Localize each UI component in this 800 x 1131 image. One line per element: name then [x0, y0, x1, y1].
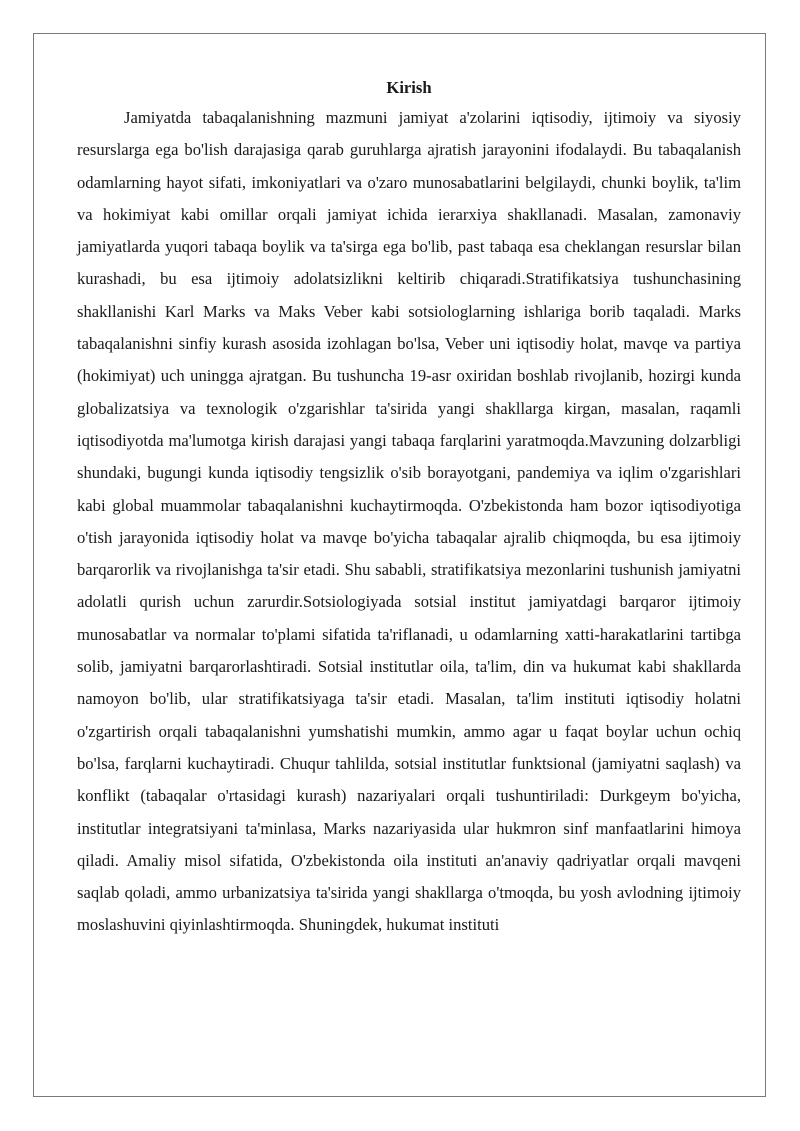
document-body: [77, 74, 741, 942]
body-paragraph: Jamiyatda tabaqalanishning mazmuni jamiyat a'zolarini iqtisodiy, ijtimoiy va siyosiy resurslarga ega bo'lish darajasiga qarab guruhlarga ajratish jarayonini ifodalaydi. Bu tabaqalanish odamlarning hayot sifati, imkoniyatlari va o'zaro munosabatlarini belgilaydi, chunki boylik, ta'lim va hokimiyat kabi omillar orqali jamiyat ichida ierarxiya shakllanadi. Masalan, zamonaviy jamiyatlarda yuqori tabaqa boylik va ta'sirga ega bo'lib, past tabaqa esa cheklangan resurslar bilan kurashadi, bu esa ijtimoiy adolatsizlikni keltirib chiqaradi.Stratifikatsiya tushunchasining shakllanishi Karl Marks va Maks Veber kabi sotsiologlarning ishlariga borib taqaladi. Marks tabaqalanishni sinfiy kurash asosida izohlagan bo'lsa, Veber uni iqtisodiy holat, mavqe va partiya (hokimiyat) uch uningga ajratgan. Bu tushuncha 19-asr oxiridan boshlab rivojlanib, hozirgi kunda globalizatsiya va texnologik o'zgarishlar ta'sirida yangi shakllarga kirgan, masalan, raqamli iqtisodiyotda ma'lumotga kirish darajasi yangi tabaqa farqlarini yaratmoqda.Mavzuning dolzarbligi shundaki, bugungi kunda iqtisodiy tengsizlik o'sib borayotgani, pandemiya va iqlim o'zgarishlari kabi global muammolar tabaqalanishni kuchaytirmoqda. O'zbekistonda ham bozor iqtisodiyotiga o'tish jarayonida iqtisodiy holat va mavqe bo'yicha tabaqalar ajralib chiqmoqda, bu esa ijtimoiy barqarorlik va rivojlanishga ta'sir etadi. Shu sababli, stratifikatsiya mezonlarini tushunish jamiyatni adolatli qurish uchun zarurdir.Sotsiologiyada sotsial institut jamiyatdagi barqaror ijtimoiy munosabatlar va normalar to'plami sifatida ta'riflanadi, u odamlarning xatti-harakatlarini tartibga solib, jamiyatni barqarorlashtiradi. Sotsial institutlar oila, ta'lim, din va hukumat kabi shakllarda namoyon bo'lib, ular stratifikatsiyaga ta'sir etadi. Masalan, ta'lim instituti iqtisodiy holatni o'zgartirish orqali tabaqalanishni yumshatishi mumkin, ammo agar u faqat boylar uchun ochiq bo'lsa, farqlarni kuchaytiradi. Chuqur tahlilda, sotsial institutlar funktsional (jamiyatni saqlash) va konflikt (tabaqalar o'rtasidagi kurash) nazariyalari orqali tushuntiriladi: Durkgeym bo'yicha, institutlar integratsiyani ta'minlasa, Marks nazariyasida ular hukmron sinf manfaatlarini himoya qiladi. Amaliy misol sifatida, O'zbekistonda oila instituti an'anaviy qadriyatlar orqali mavqeni saqlab qoladi, ammo urbanizatsiya ta'sirida yangi shakllarga o'tmoqda, bu yosh avlodning ijtimoiy moslashuvini qiyinlashtirmoqda. Shuningdek, hukumat instituti: [77, 108, 741, 935]
document-title: Kirish: [386, 78, 432, 97]
